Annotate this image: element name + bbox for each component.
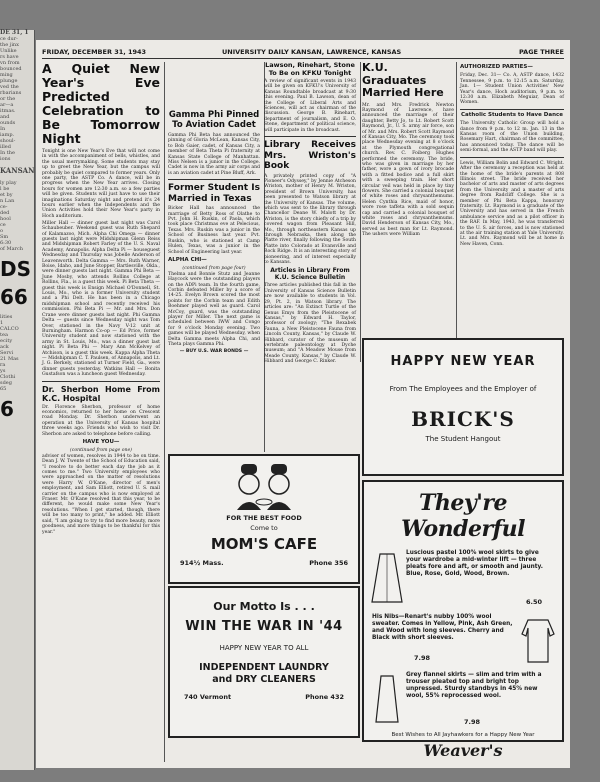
chef-illustration-icon (219, 462, 309, 512)
column-3 (264, 61, 356, 365)
article-catholic: The University Catholic Group will hold a dance from 9 p.m. to 12 m. Jan. 13 in the Kansas room of the Union building, Rosemary Hart, chairman of the committee, has announced today. The dance will be semi-formal, and the ASTP band will play. (460, 121, 564, 154)
strip-line: ar—a (0, 102, 14, 108)
strip-line: ions (0, 156, 11, 162)
column-2 (168, 110, 260, 450)
laundry-hny: HAPPY NEW YEAR TO ALL (219, 644, 309, 652)
article-new-years-eve: Tonight is one New Year's Eve that will not come in with the accompaniment of bells, whistles, and the usual merrymaking. Some students may stay up to greet the New Year, but the campus will probably be quiet compared to former years. Only one party, the ASTP Co. A dance, will be in progress when the New Year arrives. Closing hours for women are 12:30 a.m. so a few parties will be given. Students will just have to use their imaginations Saturday night and pretend it's 24 hours earlier when the Independents and the Union Activities hold their New Year's party in Hoch auditorium. (42, 149, 160, 219)
laundry-motto: Our Motto Is . . . (213, 600, 315, 613)
alpha-chi-cont: (continued from page four) (182, 266, 246, 272)
strip-line: ys (0, 368, 6, 374)
weavers-price2: 7.98 (414, 654, 431, 662)
flannel-skirt-illustration-icon (372, 672, 402, 726)
headline-sherbon: Dr. Sherbon Home From K.C. Hospital (42, 384, 160, 403)
laundry-win: WIN THE WAR IN '44 (185, 619, 343, 634)
strip-line: ounds (0, 120, 16, 126)
strip-line: 6:30 (0, 240, 12, 246)
strip-kansan: KANSAN (0, 166, 35, 175)
strip-line: n Lan (0, 198, 15, 204)
strip-line: ce (0, 222, 6, 228)
laundry-address: 740 Vermont (184, 693, 232, 701)
strip-line: lities (0, 314, 13, 320)
column-rule (164, 62, 165, 762)
ad-independent-laundry (168, 586, 360, 738)
column-4 (362, 62, 454, 350)
article-articles: Three articles published this fall in the University of Kansas Science Bulletin are now available to students in Vol. 29, Pt. 2, in Watson library. The articles are: "An Extinct Turtle of the Genus Emys from the Pleistocene of Kansas," by Edward H. Taylor, professor of zoology; "The Rexabek Fauna, a New Pleistocene Fauna from Lincoln County, Kansas," by Claude W. Hibbard, curator of the museum of vertebrate paleontology at Dyche museum; and "A Meadow Mouse from Meade County, Kansas," by Claude W. Hibbard and George C. Rinker. (264, 283, 356, 365)
strip-line: ce dur- (0, 36, 18, 42)
alpha-chi-head: ALPHA CHI— (168, 256, 207, 263)
strip-lines-1 (0, 36, 34, 162)
strip-line: ded (0, 210, 10, 216)
strip-big-1: DS (0, 257, 32, 281)
newspaper-page (36, 40, 570, 768)
strip-line: ecity (0, 338, 13, 344)
adjacent-page-strip (0, 30, 35, 770)
column-1 (42, 62, 160, 762)
strip-line: the jinx (0, 42, 19, 48)
strip-lines-2 (0, 180, 34, 252)
weavers-item3: Grey flannel skirts — slim and trim with a trouser pleated top and bright top unpressed. Sturdy standbys in 45% new wool, 55% reprocessed wool. (406, 672, 542, 699)
moms-phone: Phone 356 (309, 559, 348, 567)
bricks-title: HAPPY NEW YEAR (390, 354, 536, 369)
headline-gamma-phi: Gamma Phi Pinned To Aviation Cadet (168, 110, 260, 130)
article-gamma-phi: Gamma Phi Beta has announced the pinning of Gloria McLean, Kansas City, to Bob Gaier, cadet, of Kansas City, a member of Beta Theta Pi fraternity at Kansas State College of Manhattan. Miss Nelsen is a junior in the College. Cadet is now in the army air corps and is an aviation cadet at Pine Bluff, Ark. (168, 133, 260, 176)
column-rule (456, 62, 457, 362)
sweater-illustration-icon (520, 614, 556, 664)
strip-line: plunge (0, 78, 18, 84)
strip-line: o (0, 228, 4, 234)
have-you-head: HAVE YOU— (82, 439, 120, 445)
strip-line: shoul- (0, 138, 16, 144)
strip-line: Clothi (0, 374, 16, 380)
headline-former-student: Former Student Is Married in Texas (168, 183, 260, 204)
masthead-name: UNIVERSITY DAILY KANSAN, LAWRENCE, KANSAS (222, 48, 402, 56)
moms-line1: FOR THE BEST FOOD (226, 514, 302, 522)
masthead-page: PAGE THREE (519, 48, 564, 56)
ad-weavers (362, 480, 564, 760)
article-kfku: A review of significant events in 1943 will be given on KFKU's University of Kansas Roundtable broadcast at 9:30 this evening. Paul B. Lawson, dean of the College of Liberal Arts and Sciences, will act as chairman of the discussion. George B. Rinehart, department of journalism, and E. O. Stene, department of political science, will participate in the broadcast. (264, 79, 356, 133)
weavers-price3: 7.98 (464, 718, 481, 726)
headline-articles: Articles in Library From K.U. Science Bulletin (270, 267, 350, 282)
column-5 (460, 62, 564, 352)
strip-line: ly play (0, 180, 17, 186)
strip-line: rs have (0, 54, 19, 60)
strip-line: CALCO (0, 326, 19, 332)
weavers-price1: 6.50 (525, 598, 542, 606)
strip-line: l be (0, 186, 10, 192)
strip-line: rbarians (0, 90, 22, 96)
strip-line: ack (0, 344, 9, 350)
strip-line: 65 (0, 386, 7, 392)
masthead (42, 46, 564, 59)
moms-line2: Come to (250, 524, 278, 532)
bricks-name: BRICK'S (411, 407, 515, 431)
strip-line: Sm (0, 234, 9, 240)
moms-address: 914½ Mass. (180, 559, 224, 567)
skirt-illustration-icon (370, 550, 404, 606)
strip-line: ved the (0, 84, 19, 90)
strip-line: In (0, 126, 6, 132)
authorized-parties: Friday, Dec. 31— Co. A, ASTP dance, 1432 Tennessee, 9 p.m. to 12:15 a.m. Saturday, Jan. 1— Student Union Activities' New Year's dance, Hoch auditorium, 9 p.m. to 12:30 a.m. Elizabeth Meguiar, Dean of Women. (460, 73, 564, 106)
article-graduates: Mr. and Mrs. Fredrick Newton Raymond of Lawrence, have announced the marriage of their daughter, Betty Jo, to Lt. Robert Scott Raymond, Jr., U. S. army air force, son of Mr. and Mrs. Robert Scott Raymond of Kansas City, Mo. The ceremony took place Wednesday evening at 8 o'clock at the Plymouth congregational church. Rev. C. Foiberg Hughes performed the ceremony. The bride, who was given in marriage by her father, wore a gown of ivory brocade with a fitted bodice and a full skirt with a sweeping train. Her short circular veil was held in place by tiny flowers. She carried a colonial bouquet of white roses and chrysanthemums. Helen Cynthia Rice, maid of honor, wore rose taffeta with a sold sequin cap and carried a colonial bouquet of white roses and chrysanthemums. David Henderson of Kansas City, Mo., served as best man for Lt. Raymond. The ushers were William (362, 102, 454, 238)
ad-bricks (362, 338, 564, 476)
authorized-parties-head: AUTHORIZED PARTIES— (460, 64, 533, 70)
strip-line: Unlike (0, 48, 17, 54)
strip-line: 1 (0, 320, 4, 326)
strip-big-3: 6 (0, 397, 14, 421)
strip-line: or the (0, 96, 16, 102)
strip-line: 21 Mas (0, 356, 19, 362)
strip-line: of March (0, 246, 23, 252)
laundry-phone: Phone 432 (305, 693, 344, 701)
weavers-wish: Best Wishes to All Jayhawkers for a Happy New Year (391, 732, 535, 738)
strip-line: bounced (0, 66, 22, 72)
strip-top: DE 31, 1 (0, 29, 29, 36)
strip-line: ce- (0, 204, 8, 210)
headline-graduates: K.U. Graduates Married Here (362, 61, 444, 99)
headline-new-years-eve: A Quiet New Year's Eve Predicted Celebration to Be Tomorrow Night (42, 61, 160, 146)
weavers-title: They're Wonderful (401, 490, 525, 542)
article-library: A privately printed copy of "A Pioneer's Odyssey," by Jennie Atcheson Wriston, mother of Henry M. Wriston, president of Brown University, has been presented to Watson library at the University of Kansas. The volume, which was sent to the library through Chancellor Deane W. Malott by Dr. Wriston, is the story chiefly of a trip by covered wagon from Pleasant Hill, Mo., through northeastern Kansas up through Nebraska, then along the Platte river, finally following the South Platte into Colorado at Evansville and Rock Ridge. It is an interesting story of pioneering, and of interest especially to Kansans. (264, 173, 356, 266)
society-notes: Miller Hall — dinner guest last night was Carol Schaubeuber. Weekend guest was Ruth Shepard of Kalamazoo, Mich. Alpha Chi Omega — dinner guests last night were Midshipman Glenn Reiss and Midshipman Robert Farley of the U. S. Naval Academy, Annapolis. Alpha Delta Pi — houseguest Wednesday and Thursday was Jobelle Anderson of Leavenworth. Delta Gamma — Mrs. Ruth Warner, Boise, Idaho, and June Stopper, Bartlesville, Okla., were dinner guests last night. Gamma Phi Beta — June Mosby, who attends Rollins College at Rollins, Fla., is a guest this week. Pi Beta Theta — guest this week is Ensign Michael O'Donnell, St. Louis, Mo., who is a former University student and a Phi Delt. He has been in a Chicago midshipman school and recently received his commission. Phi Beta Pi — Mr. and Mrs. Don Crane were dinner guests last night. Phi Gamma Delta — guests since Wednesday night was Tom Over, stationed in the Navy V-12 unit at Burningham. Harmon Co-op — Ed Price, former University student and now stationed with the army in St. Louis, Mo., was a dinner guest last night. Pi Beta Phi — Mary Ann McKelvey of Atchison, is a guest this week. Kappa Alpha Theta — Midshipman C. T. Paulsen, of Annapolis, and Lt. J. G. Berkely, stationed at Turner Field, Ga., were dinner guests yesterday. Watkins Hall — Bonita Gustafson was a luncheon guest Wednesday. (42, 220, 160, 378)
strip-line: ra (0, 362, 6, 368)
headline-library: Library Receives Mrs. Wriston's Book (264, 140, 356, 172)
have-you-cont: (continued from page one) (70, 448, 132, 454)
weavers-logo: Weaver's (423, 741, 503, 760)
strip-line: sdeg (0, 380, 12, 386)
laundry-name1: INDEPENDENT LAUNDRY (199, 662, 329, 673)
war-bonds-line: — BUY U.S. WAR BONDS — (179, 348, 249, 354)
laundry-name2: and DRY CLEANERS (212, 674, 316, 685)
bricks-from: From The Employees and the Employer of (389, 385, 537, 393)
strip-line: ming (0, 72, 13, 78)
strip-big-2: 66 (0, 285, 28, 309)
article-sherbon: Dr. Florence Sherbon, professor of home economics, returned to her home on Crescent road Monday. Dr. Sherbon underwent an operation at the University of Kansas hospital three weeks ago. Friends who wish to visit Dr. Sherbon are asked to telephone before calling. (42, 404, 160, 437)
article-former-student: Bicker Hall has announced the marriage of Betty Ross of Olathe to Pvt. John H. Ruskin, of Paola, which took place Christmas eve at Pelecious, Texas. Mrs. Ruskin was a junior in the School of Business last year. Pvt. Ruskin, who is stationed at Camp Hulen, Texas, was a junior in the School of Engineering last year. (168, 206, 260, 255)
weavers-item1: Luscious pastel 100% wool skirts to give your wardrobe a mid-winter lift — three pleats fore and aft, or smooth and jaunty. Blue, Rose, Gold, Wood, Brown. (406, 550, 543, 577)
strip-line: iamp. (0, 132, 15, 138)
strip-line: hool (0, 216, 11, 222)
article-have-you: adviser of women, resolves in 1944 to be on time. Dean J. W. Twente of the School of Education said, "I resolve to do better each day the job as it comes to me." Two University employees who were approached on the matter of resolutions were Harry W. O'Kane, director of men's employment, and Sam Elliott, retired U. S. mail carrier on the campus who is now employed at Fraser. Mr. O'Kane resolved that this year, to be different, he would make some New Year's resolutions. "When I get started, though, there will be too many to print," he added. Mr. Elliott said, "I am going to try to find more beauty, more goodness, and more things to be thankful for this year." (42, 453, 160, 535)
strip-line: Servi (0, 350, 14, 356)
strip-lines-3 (0, 314, 34, 392)
strip-line: illed (0, 144, 11, 150)
column-rule (360, 62, 361, 362)
article-graduates-cont: Lewis, William Bolin and Edward C. Wright. After the ceremony a reception was held at the home of the bride's parents at 808 Illinois street. The bride received her bachelor of arts and master of arts degrees from the University and a master of arts degree from Radcliff College. She is a member of Phi Beta Kappa, honorary fraternity. Lt. Raymond is a graduate of the University and has served in the French ambulance service and as a pilot officer in the RAF. In May, 1943, he was transferred to the U. S. air forces, and is now stationed at the air training station at Yale University. Lt. and Mrs. Raymond will be at home in New Haven, Conn. (460, 160, 564, 247)
strip-line: itmas. (0, 108, 16, 114)
masthead-date: FRIDAY, DECEMBER 31, 1943 (42, 48, 147, 56)
bricks-tag: The Student Hangout (425, 435, 501, 443)
article-alpha-chi: Thelma and Bonnie Stutz and Jeanne Haycock were the outstanding players on the ADPi team. In the fourth game, Corbin defeated Miller by a score of 14-25. Evelyn Brown scored the most points for the Corbin team and Edith Boehmer played well as guard. Carol McCoy, guard, was the outstanding player for Miller. The next game is scheduled between IWW and Congo for 9 o'clock Monday evening. Two games will be played Wednesday, when Delta Gamma meets Alpha Chi, and Theta plays Gamma Phi. (168, 271, 260, 347)
strip-line: and (0, 114, 10, 120)
catholic-head: Catholic Students to Have Dance (461, 111, 563, 118)
moms-name: MOM'S CAFE (210, 535, 318, 553)
weavers-item2: His Nibs—Renart's nubby 100% wool sweater. Comes in Yellow, Pink, Ash Green, and Wood with long sleeves. Cherry and Black with short sleeves. (372, 614, 513, 641)
strip-line: vn from (0, 60, 20, 66)
headline-kfku: Lawson, Rinehart, Stone To Be on KFKU Tonight (265, 61, 355, 77)
ad-moms-cafe (168, 454, 360, 584)
strip-line: et by (0, 192, 13, 198)
strip-line: In the (0, 150, 15, 156)
strip-line: tea (0, 332, 8, 338)
